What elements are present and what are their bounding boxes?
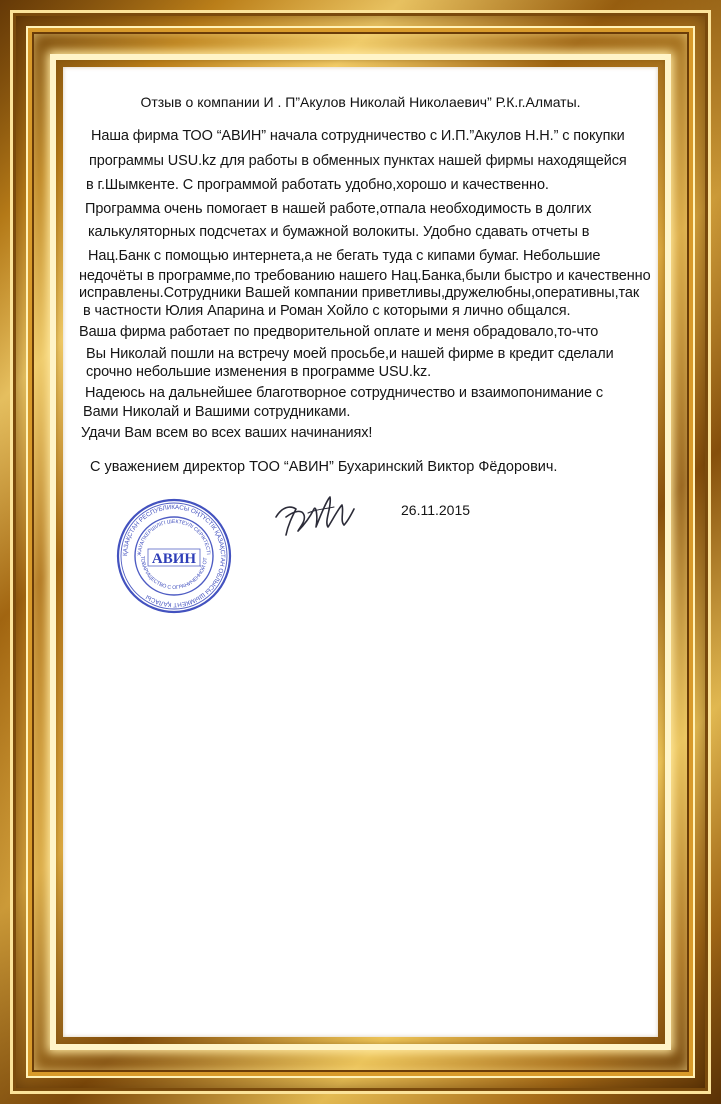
letter-line: калькуляторных подсчетах и бумажной волокиты. Удобно сдавать отчеты в: [88, 224, 590, 240]
stamp-ring-text: ҚАЗАҚСТАН РЕСПУБЛИКАСЫ ОҢТҮСТІК ҚАЗАҚСТАН ОБЛЫСЫ ШЫМКЕНТ ҚАЛАСЫ: [121, 503, 227, 609]
letter-line: Вами Николай и Вашими сотрудниками.: [83, 404, 351, 420]
letter-line: срочно небольшие изменения в программе USU.kz.: [86, 364, 432, 380]
stamp-graphic: [115, 497, 233, 615]
letter-line: Вы Николай пошли на встречу моей просьбе,и нашей фирме в кредит сделали: [86, 346, 614, 362]
letter-line: Ваша фирма работает по предворительной оплате и меня обрадовало,то-что: [79, 324, 599, 340]
letter-line: Программа очень помогает в нашей работе,отпала необходимость в долгих: [85, 201, 592, 217]
stamp-bottom-text: ТОВАРИЩЕСТВО С ОГРАНИЧЕННОЙ ОТ: [138, 555, 209, 592]
closing-signature-line: С уважением директор ТОО “АВИН” Бухаринский Виктор Фёдорович.: [90, 459, 558, 475]
letter-line: исправлены.Сотрудники Вашей компании приветливы,дружелюбны,оперативны,так: [79, 285, 640, 301]
letter-line: Надеюсь на дальнейшее благотворное сотрудничество и взаимопонимание с: [85, 385, 604, 401]
stamp-center-text: АВИН: [151, 551, 197, 567]
letter-line: Нац.Банк с помощью интернета,а не бегать туда с кипами бумаг. Небольшие: [88, 248, 601, 264]
letter-date: 26.11.2015: [401, 502, 471, 518]
letter-line: Удачи Вам всем во всех ваших начинаниях!: [81, 425, 373, 441]
letter-line: в г.Шымкенте. С программой работать удобно,хорошо и качественно.: [86, 177, 549, 193]
letter-title: Отзыв о компании И . П”Акулов Николай Николаевич” Р.К.г.Алматы.: [140, 94, 581, 110]
letter-line: в частности Юлия Апарина и Роман Хойло с которыми я лично общался.: [83, 303, 571, 319]
handwritten-signature: [268, 487, 368, 547]
letter-paper: [63, 67, 658, 1037]
letter-line: программы USU.kz для работы в обменных пунктах нашей фирмы находящейся: [89, 153, 627, 169]
letter-line: недочёты в программе,по требованию нашего Нац.Банка,были быстро и качественно: [79, 268, 651, 284]
company-stamp: [115, 497, 233, 615]
letter-line: Наша фирма ТОО “АВИН” начала сотрудничество с И.П.”Акулов Н.Н.” с покупки: [91, 128, 625, 144]
stamp-top-text: ЖАУАПКЕРШІЛІГІ ШЕКТЕУЛІ СЕРІКТЕСТІ: [136, 518, 211, 557]
